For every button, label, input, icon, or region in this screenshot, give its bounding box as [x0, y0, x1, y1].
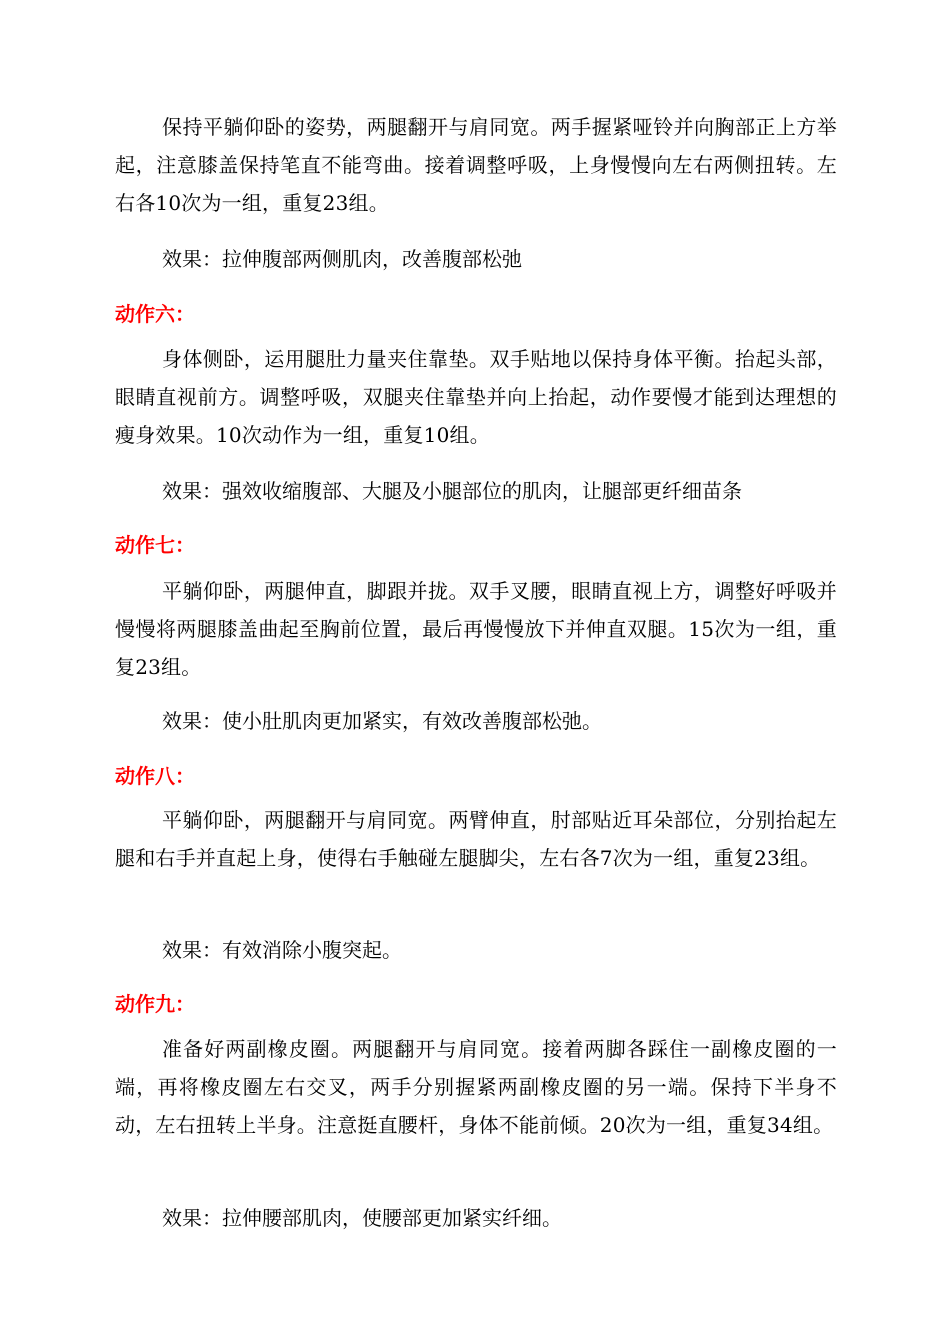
effect-action-6: 效果：强效收缩腹部、大腿及小腿部位的肌肉，让腿部更纤细苗条 — [162, 479, 742, 503]
paragraph-action-8: 平躺仰卧，两腿翻开与肩同宽。两臂伸直，肘部贴近耳朵部位，分别抬起左腿和右手并直起上身，使得右手触碰左腿脚尖，左右各7次为一组，重复23组。 — [115, 808, 837, 870]
section-action-6 — [115, 299, 837, 329]
effect-action-9: 效果：拉伸腰部肌肉，使腰部更加紧实纤细。 — [162, 1206, 562, 1230]
effect-action-8: 效果：有效消除小腹突起。 — [162, 938, 402, 962]
effect-action-8-block — [115, 931, 837, 969]
section-intro — [115, 108, 837, 222]
heading-action-6: 动作六： — [115, 302, 195, 326]
paragraph-action-6-block — [115, 340, 837, 454]
heading-action-7: 动作七： — [115, 533, 195, 557]
paragraph-action-8-block — [115, 801, 837, 877]
paragraph-action-9-block — [115, 1030, 837, 1144]
effect-action-7-block — [115, 702, 837, 740]
effect-intro: 效果：拉伸腹部两侧肌肉，改善腹部松弛 — [162, 247, 522, 271]
section-action-7 — [115, 530, 837, 560]
paragraph-intro: 保持平躺仰卧的姿势，两腿翻开与肩同宽。两手握紧哑铃并向胸部正上方举起，注意膝盖保持笔直不能弯曲。接着调整呼吸，上身慢慢向左右两侧扭转。左右各10次为一组，重复23组。 — [115, 115, 837, 215]
paragraph-action-6: 身体侧卧，运用腿肚力量夹住靠垫。双手贴地以保持身体平衡。抬起头部，眼睛直视前方。调整呼吸，双腿夹住靠垫并向上抬起，动作要慢才能到达理想的瘦身效果。10次动作为一组，重复10组。 — [115, 347, 837, 447]
effect-action-9-block — [115, 1199, 837, 1237]
section-action-9 — [115, 989, 837, 1019]
heading-action-8: 动作八： — [115, 764, 195, 788]
paragraph-action-7: 平躺仰卧，两腿伸直，脚跟并拢。双手叉腰，眼睛直视上方，调整好呼吸并慢慢将两腿膝盖曲起至胸前位置，最后再慢慢放下并伸直双腿。15次为一组，重复23组。 — [115, 579, 837, 679]
paragraph-action-7-block — [115, 572, 837, 686]
effect-intro-block — [115, 240, 837, 278]
heading-action-9: 动作九： — [115, 992, 195, 1016]
paragraph-action-9: 准备好两副橡皮圈。两腿翻开与肩同宽。接着两脚各踩住一副橡皮圈的一端，再将橡皮圈左右交叉，两手分别握紧两副橡皮圈的另一端。保持下半身不动，左右扭转上半身。注意挺直腰杆，身体不能前倾。20次为一组，重复34组。 — [115, 1037, 837, 1137]
effect-action-6-block — [115, 472, 837, 510]
effect-action-7: 效果：使小肚肌肉更加紧实，有效改善腹部松弛。 — [162, 709, 602, 733]
section-action-8 — [115, 761, 837, 791]
